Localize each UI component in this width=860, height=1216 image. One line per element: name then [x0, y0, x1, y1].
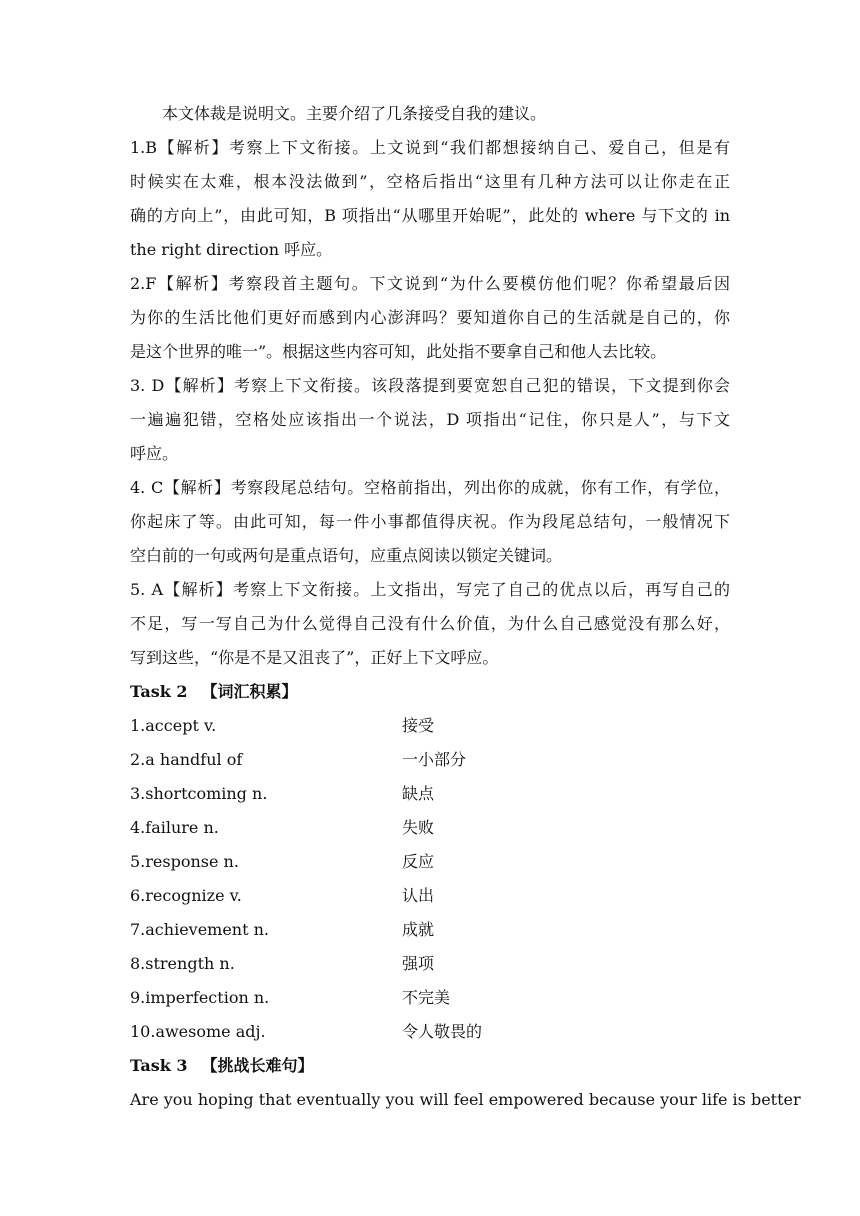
task-2-heading: [130, 675, 730, 709]
analysis-line: the right direction 呼应。: [130, 240, 333, 259]
vocab-term: 9.imperfection n.: [130, 988, 270, 1007]
intro-text: 本文体裁是说明文。主要介绍了几条接受自我的建议。: [162, 104, 547, 123]
vocab-meaning: 缺点: [402, 784, 435, 803]
vocab-meaning: 成就: [402, 920, 435, 939]
vocab-meaning: 接受: [402, 716, 435, 735]
analysis-line: 5. A【解析】考察上下文衔接。上文指出，写完了自己的优点以后，再写自己的: [130, 580, 730, 599]
section-title: 【词汇积累】: [201, 682, 298, 701]
section-title: 【挑战长难句】: [201, 1056, 314, 1075]
vocab-item: [130, 709, 730, 743]
task-label: Task 2: [130, 682, 188, 701]
analysis-line: 1.B【解析】考察上下文衔接。上文说到“我们都想接纳自己、爱自己，但是有: [130, 138, 730, 157]
analysis-line: 是这个世界的唯一”。根据这些内容可知，此处指不要拿自己和他人去比较。: [130, 342, 667, 361]
analysis-line: 空白前的一句或两句是重点语句，应重点阅读以锁定关键词。: [130, 546, 563, 565]
vocab-meaning: 认出: [402, 886, 435, 905]
analysis-line: 4. C【解析】考察段尾总结句。空格前指出，列出你的成就，你有工作，有学位，: [130, 478, 730, 497]
vocab-term: 2.a handful of: [130, 750, 243, 769]
answer-analysis-4: [130, 471, 730, 573]
vocab-item: [130, 811, 730, 845]
vocab-item: [130, 777, 730, 811]
analysis-line: 呼应。: [130, 444, 179, 463]
vocab-item: [130, 947, 730, 981]
vocab-term: 5.response n.: [130, 852, 239, 871]
analysis-line: 写到这些，“你是不是又沮丧了”，正好上下文呼应。: [130, 648, 499, 667]
vocab-item: [130, 879, 730, 913]
answer-analysis-2: [130, 267, 730, 369]
vocab-term: 6.recognize v.: [130, 886, 242, 905]
vocab-term: 4.failure n.: [130, 818, 219, 837]
analysis-line: 确的方向上”，由此可知，B 项指出“从哪里开始呢”，此处的 where 与下文的 in: [130, 206, 730, 225]
answer-analysis-5: [130, 573, 730, 675]
analysis-line: 不足，写一写自己为什么觉得自己没有什么价值，为什么自己感觉没有那么好，: [130, 614, 730, 633]
vocab-meaning: 失败: [402, 818, 435, 837]
vocab-term: 7.achievement n.: [130, 920, 270, 939]
vocab-meaning: 反应: [402, 852, 435, 871]
document-page: [130, 97, 801, 1117]
long-sentence-paragraph: [130, 1083, 801, 1117]
vocab-meaning: 一小部分: [402, 750, 467, 769]
vocab-item: [130, 743, 730, 777]
vocab-term: 1.accept v.: [130, 716, 217, 735]
answer-analysis-1: [130, 131, 730, 267]
answer-analysis-3: [130, 369, 730, 471]
vocab-term: 3.shortcoming n.: [130, 784, 268, 803]
vocab-item: [130, 845, 730, 879]
vocab-item: [130, 913, 730, 947]
vocab-term: 8.strength n.: [130, 954, 235, 973]
task-label: Task 3: [130, 1056, 188, 1075]
vocab-list: [130, 709, 730, 1049]
analysis-line: 3. D【解析】考察上下文衔接。该段落提到要宽恕自己犯的错误，下文提到你会: [130, 376, 730, 395]
vocab-meaning: 不完美: [402, 988, 451, 1007]
analysis-line: 2.F【解析】考察段首主题句。下文说到“为什么要模仿他们呢？你希望最后因: [130, 274, 730, 293]
vocab-term: 10.awesome adj.: [130, 1022, 266, 1041]
analysis-line: 为你的生活比他们更好而感到内心澎湃吗？要知道你自己的生活就是自己的，你: [130, 308, 730, 327]
vocab-item: [130, 1015, 730, 1049]
task-3-heading: [130, 1049, 730, 1083]
long-sentence: Are you hoping that eventually you will feel empowered because your life is better: [130, 1090, 801, 1109]
analysis-line: 一遍遍犯错，空格处应该指出一个说法，D 项指出“记住，你只是人”，与下文: [130, 410, 730, 429]
intro-paragraph: [130, 97, 730, 131]
analysis-line: 你起床了等。由此可知，每一件小事都值得庆祝。作为段尾总结句，一般情况下: [130, 512, 730, 531]
vocab-meaning: 令人敬畏的: [402, 1022, 483, 1041]
vocab-item: [130, 981, 730, 1015]
analysis-line: 时候实在太难，根本没法做到”，空格后指出“这里有几种方法可以让你走在正: [130, 172, 730, 191]
vocab-meaning: 强项: [402, 954, 435, 973]
